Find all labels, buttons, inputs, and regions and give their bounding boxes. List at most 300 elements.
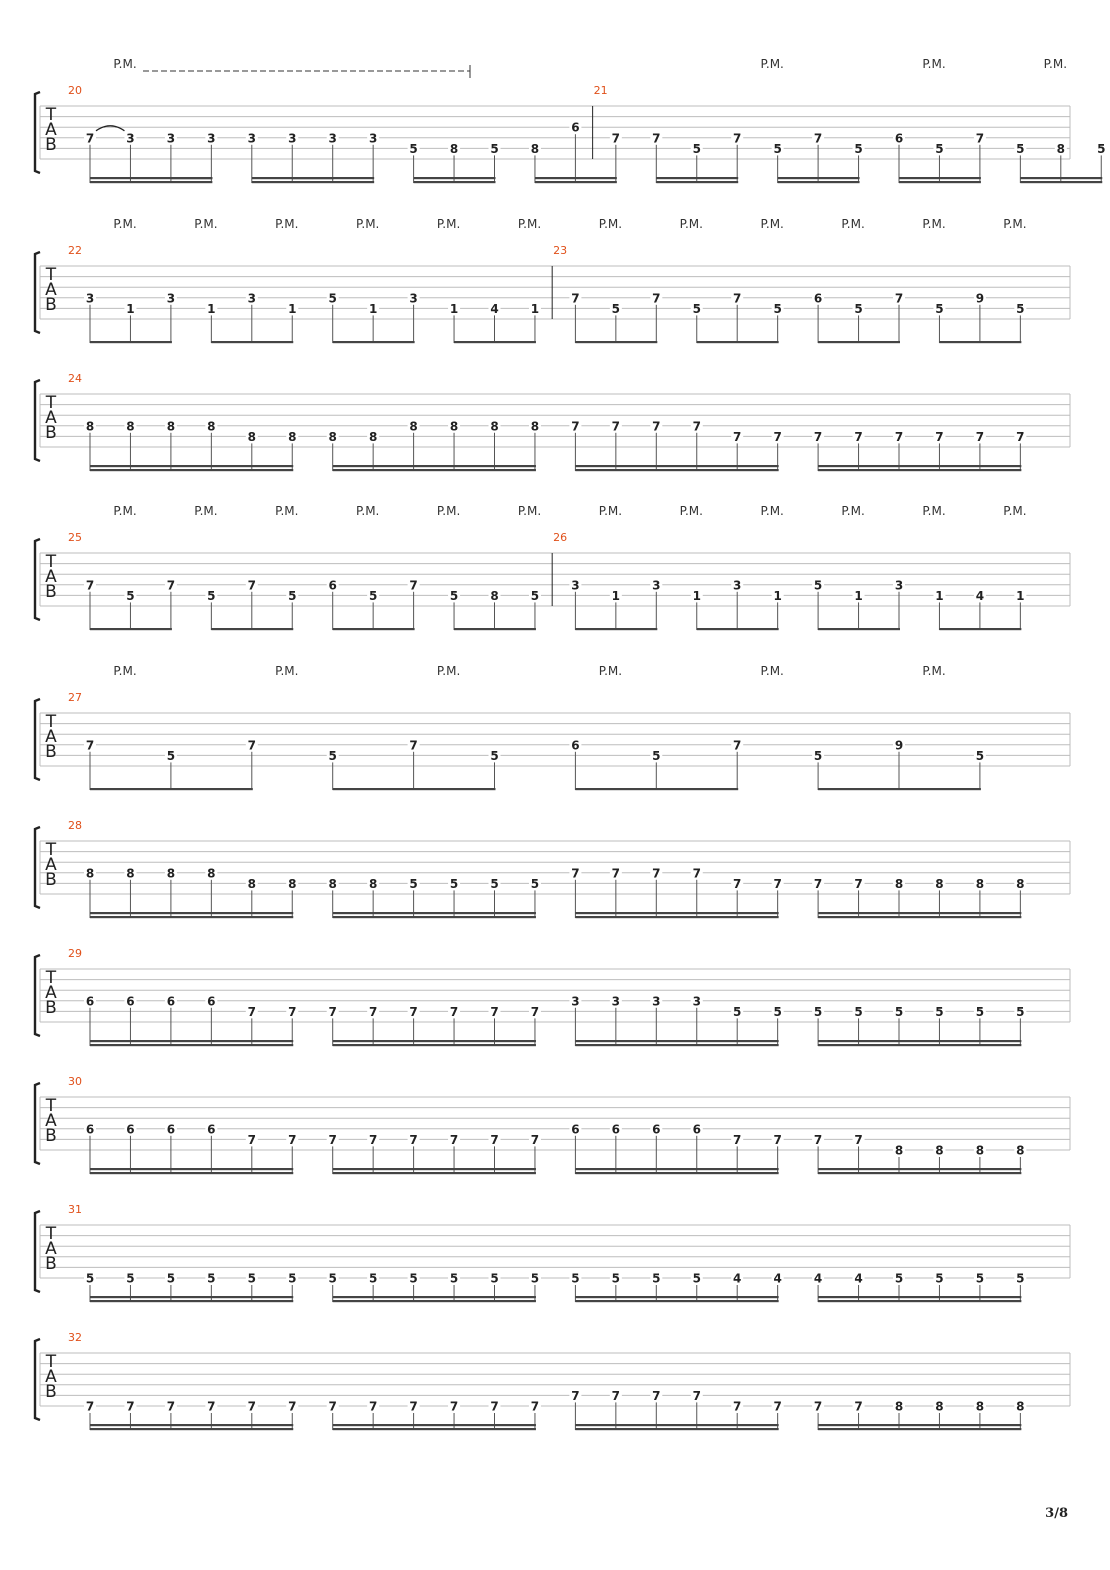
fret-number: 3 (368, 131, 378, 146)
fret-number: 5 (692, 141, 701, 156)
fret-number: 7 (571, 291, 580, 306)
beam-secondary (333, 465, 536, 467)
beam (656, 181, 738, 183)
fret-number: 7 (611, 131, 621, 146)
fret-number: 8 (975, 1143, 985, 1158)
fret-number: 7 (409, 738, 418, 753)
fret-number: 8 (409, 419, 418, 434)
beam (575, 469, 778, 471)
beam-secondary (171, 177, 212, 179)
beam (818, 1300, 1021, 1302)
fret-number: 6 (652, 1122, 661, 1137)
fret-number: 5 (975, 1004, 985, 1019)
fret-number: 7 (652, 419, 661, 434)
fret-number: 7 (733, 291, 742, 306)
fret-number: 5 (449, 588, 459, 603)
tab-clef-letter: T (45, 265, 57, 285)
fret-number: 3 (85, 291, 95, 306)
palm-mute-marker: P.M. (275, 504, 299, 518)
fret-number: 7 (975, 429, 985, 444)
palm-mute-marker: P.M. (436, 664, 461, 678)
fret-number: 5 (166, 748, 176, 763)
fret-number: 5 (975, 748, 985, 763)
fret-number: 8 (935, 1399, 944, 1414)
fret-number: 8 (207, 419, 216, 434)
fret-number: 7 (368, 1004, 378, 1019)
fret-number: 5 (894, 1004, 904, 1019)
fret-number: 7 (530, 1399, 540, 1414)
fret-number: 8 (1056, 141, 1065, 156)
tab-clef-letter: A (45, 855, 57, 875)
fret-number: 4 (854, 1271, 863, 1286)
beam-secondary (1020, 177, 1102, 179)
fret-number: 3 (207, 131, 216, 146)
system-bracket (35, 955, 40, 1036)
fret-number: 5 (692, 1271, 701, 1286)
fret-number: 6 (166, 1122, 176, 1137)
tab-clef-letter: A (45, 1367, 57, 1387)
beam (90, 628, 172, 630)
beam-secondary (535, 177, 617, 179)
palm-mute-marker: P.M. (760, 504, 784, 518)
fret-number: 7 (652, 291, 661, 306)
fret-number: 7 (449, 1132, 459, 1147)
palm-mute-marker: P.M. (922, 57, 946, 71)
fret-number: 7 (530, 1004, 540, 1019)
beam-secondary (778, 177, 860, 179)
beam-secondary (818, 1040, 1021, 1042)
fret-number: 7 (85, 738, 95, 753)
beam-secondary (575, 1296, 778, 1298)
measure-number: 30 (68, 1075, 82, 1088)
tab-clef-letter: A (45, 120, 57, 140)
fret-number: 5 (854, 141, 863, 156)
fret-number: 8 (1016, 876, 1025, 891)
fret-number: 7 (247, 1399, 256, 1414)
beam-secondary (818, 912, 1021, 914)
system-bracket (35, 1083, 40, 1164)
palm-mute-marker: P.M. (356, 504, 380, 518)
fret-number: 7 (166, 578, 176, 593)
fret-number: 5 (935, 1271, 944, 1286)
beam-secondary (333, 1296, 536, 1298)
palm-mute-marker: P.M. (679, 217, 703, 231)
fret-number: 7 (288, 1004, 297, 1019)
fret-number: 5 (409, 1271, 418, 1286)
fret-number: 5 (490, 748, 499, 763)
fret-number: 3 (571, 994, 580, 1009)
beam (818, 1044, 1021, 1046)
palm-mute-marker: P.M. (841, 504, 865, 518)
fret-number: 3 (166, 131, 176, 146)
fret-number: 3 (247, 291, 256, 306)
beam (333, 469, 536, 471)
beam (90, 788, 253, 790)
beam (90, 181, 212, 183)
beam (333, 1044, 536, 1046)
fret-number: 7 (247, 1004, 256, 1019)
fret-number: 7 (490, 1004, 499, 1019)
fret-number: 7 (733, 1399, 742, 1414)
fret-number: 5 (328, 748, 337, 763)
palm-mute-marker: P.M. (356, 217, 380, 231)
tab-clef-letter: B (45, 1382, 57, 1402)
tab-clef-letter: B (45, 998, 57, 1018)
fret-number: 7 (733, 876, 742, 891)
fret-number: 5 (490, 141, 499, 156)
fret-number: 6 (85, 1122, 95, 1137)
fret-number: 7 (571, 419, 580, 434)
beam (899, 181, 981, 183)
beam-secondary (90, 465, 293, 467)
tab-clef-letter: B (45, 135, 57, 155)
fret-number: 1 (692, 588, 701, 603)
fret-number: 7 (409, 1399, 418, 1414)
beam (211, 341, 293, 343)
fret-number: 6 (813, 291, 823, 306)
tab-clef-letter: B (45, 870, 57, 890)
beam (333, 1300, 536, 1302)
fret-number: 7 (449, 1004, 459, 1019)
fret-number: 1 (126, 301, 135, 316)
fret-number: 7 (247, 738, 256, 753)
palm-mute-marker: P.M. (113, 217, 137, 231)
beam (333, 788, 496, 790)
fret-number: 5 (571, 1271, 580, 1286)
palm-mute-marker: P.M. (275, 664, 299, 678)
tie-arc (96, 126, 124, 131)
measure-number: 22 (68, 244, 82, 257)
fret-number: 3 (166, 291, 176, 306)
fret-number: 5 (733, 1004, 742, 1019)
fret-number: 5 (85, 1271, 95, 1286)
fret-number: 5 (935, 141, 944, 156)
palm-mute-marker: P.M. (598, 664, 623, 678)
fret-number: 6 (571, 120, 580, 135)
fret-number: 7 (773, 876, 782, 891)
tab-clef-letter: T (45, 552, 57, 572)
palm-mute-marker: P.M. (194, 217, 218, 231)
system-bracket (35, 827, 40, 908)
fret-number: 5 (207, 1271, 216, 1286)
fret-number: 7 (813, 876, 823, 891)
fret-number: 7 (288, 1399, 297, 1414)
fret-number: 5 (692, 301, 701, 316)
beam (90, 1428, 293, 1430)
tab-clef-letter: T (45, 1224, 57, 1244)
palm-mute-marker: P.M. (760, 664, 784, 678)
beam (535, 181, 617, 183)
fret-number: 3 (611, 994, 621, 1009)
beam (575, 341, 657, 343)
fret-number: 8 (935, 1143, 944, 1158)
beam-secondary (90, 1168, 293, 1170)
palm-mute-marker: P.M. (194, 504, 218, 518)
fret-number: 7 (733, 131, 742, 146)
beam-secondary (414, 177, 496, 179)
measure-number: 20 (68, 84, 82, 97)
fret-number: 7 (288, 1132, 297, 1147)
palm-mute-marker: P.M. (113, 504, 137, 518)
palm-mute-marker: P.M. (922, 217, 946, 231)
fret-number: 8 (894, 1399, 904, 1414)
beam-secondary (333, 912, 536, 914)
fret-number: 8 (288, 876, 297, 891)
fret-number: 7 (409, 578, 418, 593)
fret-number: 7 (733, 1132, 742, 1147)
fret-number: 8 (935, 876, 944, 891)
measure-number: 26 (553, 531, 568, 544)
fret-number: 5 (409, 141, 418, 156)
beam (575, 1300, 778, 1302)
fret-number: 8 (328, 429, 337, 444)
fret-number: 8 (368, 429, 378, 444)
fret-number: 8 (166, 419, 176, 434)
fret-number: 4 (733, 1271, 742, 1286)
beam (333, 1428, 536, 1430)
fret-number: 7 (813, 1399, 823, 1414)
beam-secondary (90, 1296, 293, 1298)
fret-number: 4 (773, 1271, 782, 1286)
beam (454, 628, 536, 630)
fret-number: 5 (1097, 141, 1106, 156)
tab-clef-letter: B (45, 742, 57, 762)
beam (575, 1428, 778, 1430)
fret-number: 1 (449, 301, 459, 316)
beam-secondary (90, 1424, 293, 1426)
fret-number: 8 (1016, 1143, 1025, 1158)
tab-clef-letter: T (45, 968, 57, 988)
fret-number: 5 (935, 301, 944, 316)
measure-number: 25 (68, 531, 82, 544)
fret-number: 4 (490, 301, 499, 316)
fret-number: 7 (247, 578, 256, 593)
tab-clef-letter: B (45, 423, 57, 443)
fret-number: 5 (328, 1271, 337, 1286)
palm-mute-marker: P.M. (113, 57, 137, 71)
fret-number: 5 (611, 1271, 621, 1286)
fret-number: 7 (207, 1399, 216, 1414)
fret-number: 5 (166, 1271, 176, 1286)
fret-number: 3 (652, 994, 661, 1009)
palm-mute-marker: P.M. (598, 504, 623, 518)
fret-number: 3 (894, 578, 904, 593)
fret-number: 5 (1016, 301, 1025, 316)
fret-number: 7 (85, 131, 95, 146)
fret-number: 7 (571, 1388, 580, 1403)
measure-number: 23 (553, 244, 568, 257)
fret-number: 6 (571, 738, 580, 753)
fret-number: 7 (652, 131, 661, 146)
fret-number: 9 (894, 738, 904, 753)
beam (818, 788, 981, 790)
beam (697, 341, 779, 343)
beam (697, 628, 779, 630)
fret-number: 7 (813, 1132, 823, 1147)
fret-number: 5 (126, 588, 135, 603)
beam-secondary (575, 465, 778, 467)
fret-number: 7 (935, 429, 944, 444)
fret-number: 7 (854, 1399, 863, 1414)
fret-number: 1 (288, 301, 297, 316)
beam-secondary (292, 177, 333, 179)
fret-number: 7 (733, 429, 742, 444)
beam (90, 1172, 293, 1174)
fret-number: 7 (409, 1004, 418, 1019)
beam-secondary (575, 1168, 778, 1170)
fret-number: 5 (409, 876, 418, 891)
tab-clef-letter: B (45, 1126, 57, 1146)
fret-number: 5 (975, 1271, 985, 1286)
tab-clef-letter: B (45, 1254, 57, 1274)
measure-number: 29 (68, 947, 82, 960)
fret-number: 7 (368, 1399, 378, 1414)
fret-number: 7 (611, 866, 621, 881)
tab-clef-letter: T (45, 393, 57, 413)
fret-number: 5 (490, 1271, 499, 1286)
palm-mute-marker: P.M. (436, 217, 461, 231)
system-bracket (35, 380, 40, 461)
beam (333, 628, 415, 630)
fret-number: 6 (126, 1122, 135, 1137)
beam-secondary (575, 912, 778, 914)
palm-mute-marker: P.M. (598, 217, 623, 231)
fret-number: 7 (1016, 429, 1025, 444)
beam (818, 1428, 1021, 1430)
fret-number: 6 (894, 131, 904, 146)
fret-number: 1 (207, 301, 216, 316)
fret-number: 5 (935, 1004, 944, 1019)
fret-number: 5 (288, 588, 297, 603)
fret-number: 8 (207, 866, 216, 881)
fret-number: 5 (207, 588, 216, 603)
fret-number: 6 (571, 1122, 580, 1137)
fret-number: 1 (935, 588, 944, 603)
fret-number: 8 (490, 588, 499, 603)
palm-mute-marker: P.M. (679, 504, 703, 518)
system-bracket (35, 539, 40, 620)
fret-number: 8 (85, 419, 95, 434)
system-bracket (35, 1211, 40, 1292)
fret-number: 5 (328, 291, 337, 306)
tab-system (35, 1075, 1070, 1174)
beam (90, 1300, 293, 1302)
fret-number: 7 (247, 1132, 256, 1147)
palm-mute-marker: P.M. (1003, 217, 1027, 231)
fret-number: 8 (126, 419, 135, 434)
beam-secondary (333, 1168, 536, 1170)
beam (333, 916, 536, 918)
fret-number: 7 (449, 1399, 459, 1414)
tab-system (35, 372, 1070, 471)
tab-system (35, 57, 1110, 183)
beam (939, 628, 1021, 630)
fret-number: 6 (328, 578, 337, 593)
fret-number: 8 (247, 876, 256, 891)
fret-number: 7 (611, 1388, 621, 1403)
fret-number: 3 (733, 578, 742, 593)
fret-number: 5 (126, 1271, 135, 1286)
beam (818, 916, 1021, 918)
fret-number: 7 (652, 1388, 661, 1403)
palm-mute-marker: P.M. (517, 217, 542, 231)
beam-secondary (818, 1168, 1021, 1170)
palm-mute-marker: P.M. (841, 217, 865, 231)
beam (90, 1044, 293, 1046)
beam (575, 628, 657, 630)
fret-number: 9 (975, 291, 985, 306)
tab-clef-letter: T (45, 840, 57, 860)
fret-number: 7 (490, 1399, 499, 1414)
fret-number: 5 (449, 1271, 459, 1286)
beam (818, 341, 900, 343)
fret-number: 5 (368, 1271, 378, 1286)
beam (818, 469, 1021, 471)
fret-number: 5 (894, 1271, 904, 1286)
beam (333, 1172, 536, 1174)
beam (1020, 181, 1102, 183)
fret-number: 5 (247, 1271, 256, 1286)
fret-number: 8 (894, 1143, 904, 1158)
beam-secondary (575, 1424, 778, 1426)
palm-mute-marker: P.M. (113, 664, 137, 678)
fret-number: 7 (409, 1132, 418, 1147)
fret-number: 1 (1016, 588, 1025, 603)
palm-mute-marker: P.M. (922, 504, 946, 518)
fret-number: 7 (85, 578, 95, 593)
fret-number: 6 (166, 994, 176, 1009)
beam-secondary (90, 912, 293, 914)
beam (90, 916, 293, 918)
system-bracket (35, 252, 40, 333)
system-bracket (35, 92, 40, 173)
fret-number: 5 (288, 1271, 297, 1286)
fret-number: 7 (813, 131, 823, 146)
fret-number: 8 (166, 866, 176, 881)
fret-number: 5 (449, 876, 459, 891)
fret-number: 7 (368, 1132, 378, 1147)
fret-number: 7 (773, 1399, 782, 1414)
measure-number: 31 (68, 1203, 82, 1216)
palm-mute-marker: P.M. (1003, 504, 1027, 518)
fret-number: 7 (894, 291, 904, 306)
fret-number: 7 (328, 1004, 337, 1019)
tab-clef-letter: T (45, 712, 57, 732)
fret-number: 5 (854, 1004, 863, 1019)
fret-number: 5 (1016, 1271, 1025, 1286)
beam (90, 469, 293, 471)
fret-number: 4 (975, 588, 985, 603)
fret-number: 3 (288, 131, 297, 146)
fret-number: 7 (773, 429, 782, 444)
fret-number: 8 (328, 876, 337, 891)
fret-number: 5 (652, 748, 661, 763)
tab-clef-letter: A (45, 280, 57, 300)
beam (252, 181, 374, 183)
fret-number: 5 (1016, 141, 1025, 156)
beam (575, 916, 778, 918)
beam (939, 341, 1021, 343)
palm-mute-marker: P.M. (1043, 57, 1068, 71)
fret-number: 8 (490, 419, 499, 434)
fret-number: 7 (692, 866, 701, 881)
palm-mute-marker: P.M. (436, 504, 461, 518)
fret-number: 1 (773, 588, 782, 603)
tab-system (35, 217, 1070, 343)
beam-secondary (333, 1424, 536, 1426)
tab-clef-letter: T (45, 1096, 57, 1116)
fret-number: 7 (126, 1399, 135, 1414)
